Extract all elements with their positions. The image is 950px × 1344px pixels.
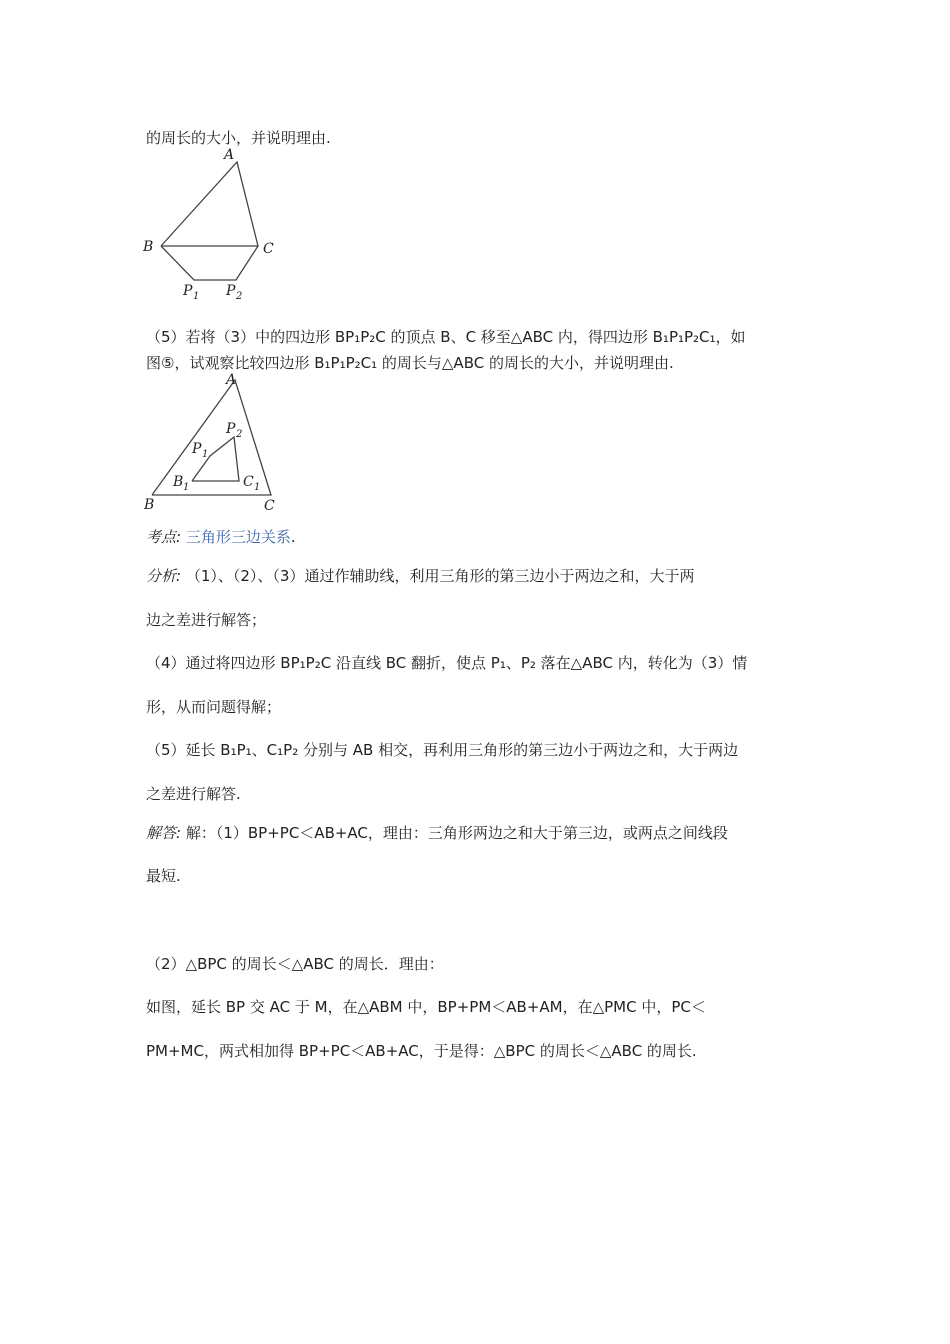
answer-line-2: 最短. [146, 867, 181, 885]
triangle-abc [161, 162, 258, 246]
figure-4-lines [161, 162, 258, 280]
analysis-label: 分析: [146, 567, 182, 585]
kaodian-link[interactable]: 三角形三边关系 [185, 528, 291, 546]
label-p1: P [183, 283, 193, 299]
analysis-text-1: （1）、（2）、（3）通过作辅助线，利用三角形的第三边小于两边之和，大于两 [185, 567, 695, 585]
label-p1-sub: 1 [193, 291, 200, 302]
label-a: A [226, 372, 237, 388]
label-p2: P [226, 283, 236, 299]
quadrilateral-bp1p2c [161, 246, 258, 280]
answer-line-1 [146, 823, 728, 843]
analysis-line-5: （5）延长 B₁P₁、C₁P₂ 分别与 AB 相交，再利用三角形的第三边小于两边之和，大于两边 [146, 741, 739, 759]
analysis-line-2: 边之差进行解答； [146, 611, 267, 629]
answer-label: 解答: [146, 824, 182, 842]
label-c1-sub: 1 [254, 482, 261, 493]
answer-text-1: 解：（1）BP+PC＜AB+AC，理由：三角形两边之和大于第三边，或两点之间线段 [185, 824, 728, 842]
kaodian-line [146, 527, 296, 547]
label-b: B [144, 497, 155, 513]
figure-4-quadrilateral [140, 145, 290, 305]
label-b1: B [173, 474, 184, 490]
label-p1: P [192, 441, 202, 457]
label-a: A [224, 147, 235, 163]
label-c: C [264, 498, 275, 514]
label-b: B [143, 239, 154, 255]
label-p1-sub: 1 [202, 449, 209, 460]
label-p2-sub: 2 [236, 291, 243, 302]
text-line: 的周长的大小，并说明理由. [146, 129, 331, 147]
label-c1: C [243, 474, 254, 490]
question-5-line-2: 图⑤，试观察比较四边形 B₁P₁P₂C₁ 的周长与△ABC 的周长的大小，并说明理由. [146, 354, 674, 372]
kaodian-tail: . [290, 528, 296, 546]
label-c: C [263, 241, 274, 257]
answer-2-line-1: （2）△BPC 的周长＜△ABC 的周长．理由： [146, 955, 444, 973]
label-b1-sub: 1 [183, 482, 190, 493]
label-p2: P [226, 421, 236, 437]
label-p2-sub: 2 [236, 429, 243, 440]
analysis-line-4: 形，从而问题得解； [146, 698, 282, 716]
kaodian-label: 考点: [146, 528, 182, 546]
analysis-line-1 [146, 566, 694, 586]
analysis-line-3: （4）通过将四边形 BP₁P₂C 沿直线 BC 翻折，使点 P₁、P₂ 落在△ABC 内，转化为（3）情 [146, 654, 748, 672]
analysis-line-6: 之差进行解答. [146, 785, 241, 803]
answer-2-line-3: PM+MC，两式相加得 BP+PC＜AB+AC，于是得：△BPC 的周长＜△ABC 的周长. [146, 1042, 697, 1060]
answer-2-line-2: 如图，延长 BP 交 AC 于 M，在△ABM 中，BP+PM＜AB+AM，在△PMC 中，PC＜ [146, 998, 706, 1016]
figure-5-quadrilateral [140, 370, 290, 515]
question-5-line-1: （5）若将（3）中的四边形 BP₁P₂C 的顶点 B、C 移至△ABC 内，得四边形 B₁P₁P₂C₁，如 [146, 328, 746, 346]
